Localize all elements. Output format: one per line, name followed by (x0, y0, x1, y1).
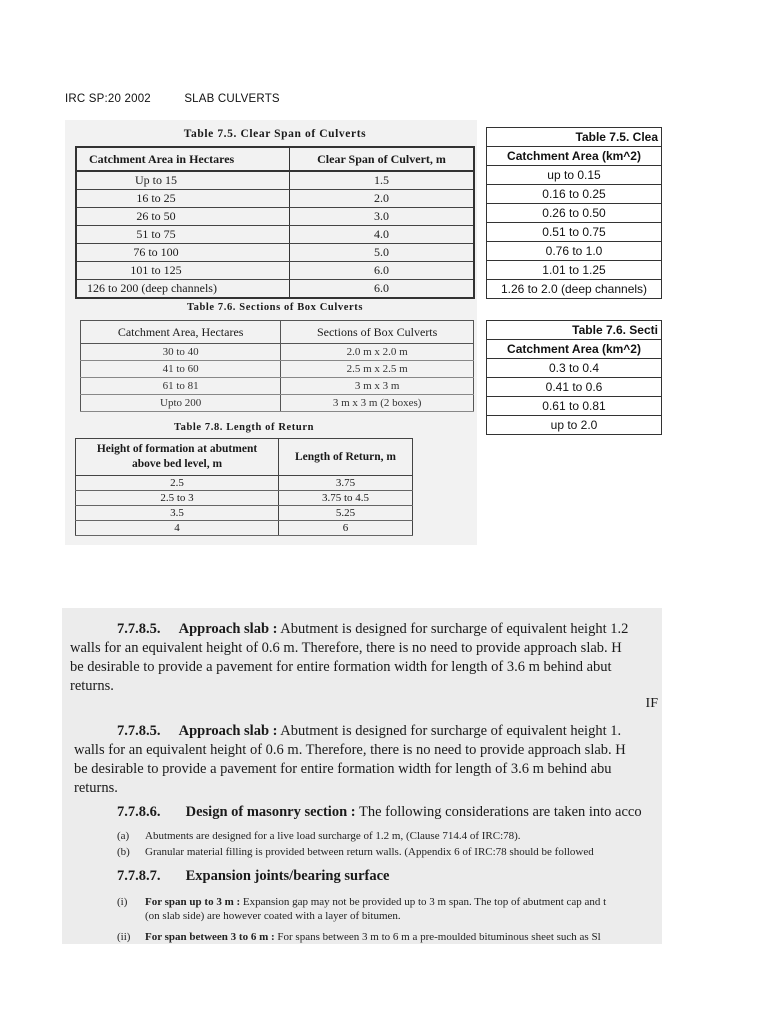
section-title: Design of masonry section : (185, 804, 356, 820)
list-item (117, 830, 521, 842)
t76-cell: 61 to 81 (81, 378, 281, 395)
t78-cell: 5.25 (279, 506, 413, 521)
t76-cell: 41 to 60 (81, 361, 281, 378)
d75-caption: Table 7.5. Clea (487, 128, 662, 147)
table-row (487, 378, 662, 397)
d75-cell: 1.01 to 1.25 (487, 261, 662, 280)
t78-cell: 4 (76, 521, 279, 536)
page-header (65, 93, 310, 105)
table-7-6-scanned (80, 320, 474, 412)
t78-col2-header: Length of Return, m (279, 439, 413, 476)
table-7-6-caption: Table 7.6. Sections of Box Culverts (186, 302, 364, 313)
t75-cell: 3.0 (290, 208, 474, 226)
table-row (81, 395, 474, 412)
text-line: Abutment is designed for surcharge of equivalent height 1. (280, 723, 622, 739)
text-line: returns. (70, 678, 114, 694)
t75-col2-header: Clear Span of Culvert, m (290, 147, 474, 171)
item-label: (a) (117, 830, 130, 842)
item-label: (ii) (117, 931, 131, 943)
table-row (76, 491, 413, 506)
doc-title: SLAB CULVERTS (184, 93, 280, 105)
t78-cell: 2.5 (76, 476, 279, 491)
t78-cell: 6 (279, 521, 413, 536)
text-line: walls for an equivalent height of 0.6 m. Therefore, there is no need to provide approach slab. H (70, 640, 622, 656)
section-number: 7.7.8.7. (117, 868, 161, 884)
item-title: For span up to 3 m : (145, 896, 241, 908)
table-row (487, 280, 662, 299)
section-7-7-8-7 (117, 868, 389, 885)
t75-cell: 26 to 50 (76, 208, 290, 226)
text-line: be desirable to provide a pavement for entire formation width for length of 3.6 m behind abut (70, 659, 612, 675)
table-row (487, 261, 662, 280)
table-row (487, 397, 662, 416)
d76-cell: 0.41 to 0.6 (487, 378, 662, 397)
table-row (487, 223, 662, 242)
t76-cell: 30 to 40 (81, 344, 281, 361)
item-text: Granular material filling is provided between return walls. (Appendix 6 of IRC:78 should be followed (145, 846, 594, 858)
paragraph-approach-slab-2 (74, 722, 626, 798)
item-text: Abutments are designed for a live load surcharge of 1.2 m, (Clause 714.4 of IRC:78). (145, 830, 521, 842)
text-line: be desirable to provide a pavement for entire formation width for length of 3.6 m behind abu (74, 761, 612, 777)
section-number: 7.7.8.5. (117, 723, 161, 739)
t75-cell: Up to 15 (76, 171, 290, 190)
t75-cell: 126 to 200 (deep channels) (76, 280, 290, 299)
table-row (487, 166, 662, 185)
d76-header: Catchment Area (km^2) (487, 340, 662, 359)
table-row (76, 521, 413, 536)
t75-cell: 76 to 100 (76, 244, 290, 262)
table-row (76, 226, 474, 244)
t75-cell: 1.5 (290, 171, 474, 190)
table-7-5-digital (486, 127, 662, 299)
d75-cell: up to 0.15 (487, 166, 662, 185)
t75-cell: 16 to 25 (76, 190, 290, 208)
t78-cell: 3.5 (76, 506, 279, 521)
text-line: walls for an equivalent height of 0.6 m. Therefore, there is no need to provide approach slab. H (74, 742, 626, 758)
t75-cell: 6.0 (290, 262, 474, 280)
page-ref: IF (645, 696, 658, 711)
section-title: Expansion joints/bearing surface (185, 868, 390, 884)
t76-cell: Upto 200 (81, 395, 281, 412)
t75-col1-header: Catchment Area in Hectares (76, 147, 290, 171)
item-text: (on slab side) are however coated with a layer of bitumen. (145, 910, 401, 922)
t75-cell: 5.0 (290, 244, 474, 262)
d75-cell: 0.16 to 0.25 (487, 185, 662, 204)
table-row (487, 416, 662, 435)
t78-cell: 3.75 to 4.5 (279, 491, 413, 506)
table-row (76, 244, 474, 262)
text-line: returns. (74, 780, 118, 796)
list-item (117, 931, 601, 943)
section-title: Approach slab : (178, 723, 278, 739)
table-7-6-digital (486, 320, 662, 435)
d75-header: Catchment Area (km^2) (487, 147, 662, 166)
item-label: (i) (117, 896, 128, 908)
t78-cell: 3.75 (279, 476, 413, 491)
section-number: 7.7.8.5. (117, 621, 161, 637)
t78-col1-header: Height of formation at abutment above bed level, m (76, 439, 279, 476)
d75-cell: 0.51 to 0.75 (487, 223, 662, 242)
item-title: For span between 3 to 6 m : (145, 931, 275, 943)
t75-cell: 6.0 (374, 281, 390, 295)
section-title: Approach slab : (178, 621, 278, 637)
d76-caption: Table 7.6. Secti (487, 321, 662, 340)
t76-cell: 3 m x 3 m (2 boxes) (281, 395, 474, 412)
table-7-8-scanned (75, 438, 413, 536)
section-7-7-8-6 (117, 804, 642, 821)
item-text: For spans between 3 m to 6 m a pre-moulded bituminous sheet such as Sl (277, 931, 601, 943)
table-row (81, 361, 474, 378)
list-item (117, 846, 594, 858)
t75-cell: 4.0 (290, 226, 474, 244)
table-row (76, 476, 413, 491)
t75-cell: 2.0 (290, 190, 474, 208)
table-row (76, 171, 474, 190)
d76-cell: 0.61 to 0.81 (487, 397, 662, 416)
text-line: Abutment is designed for surcharge of equivalent height 1.2 (280, 621, 629, 637)
doc-code: IRC SP:20 2002 (65, 93, 151, 105)
t75-cell: 51 to 75 (76, 226, 290, 244)
table-row (487, 204, 662, 223)
list-item-continuation (145, 910, 401, 922)
table-row (76, 280, 474, 299)
table-row (81, 344, 474, 361)
t75-cell: 101 to 125 (76, 262, 290, 280)
table-row (76, 208, 474, 226)
d76-cell: up to 2.0 (487, 416, 662, 435)
table-row (76, 506, 413, 521)
t76-col2-header: Sections of Box Culverts (281, 321, 474, 344)
t76-cell: 2.0 m x 2.0 m (281, 344, 474, 361)
t76-col1-header: Catchment Area, Hectares (81, 321, 281, 344)
table-row (487, 185, 662, 204)
t78-cell: 2.5 to 3 (76, 491, 279, 506)
paragraph-approach-slab-1 (70, 620, 628, 696)
table-row (76, 190, 474, 208)
list-item (117, 896, 606, 908)
d76-cell: 0.3 to 0.4 (487, 359, 662, 378)
text-line: The following considerations are taken into acco (358, 804, 642, 820)
table-row (487, 359, 662, 378)
d75-cell: 1.26 to 2.0 (deep channels) (487, 280, 662, 299)
table-row (76, 262, 474, 280)
section-number: 7.7.8.6. (117, 804, 161, 820)
t76-cell: 2.5 m x 2.5 m (281, 361, 474, 378)
table-row (487, 242, 662, 261)
table-7-5-scanned (75, 146, 475, 299)
item-text: Expansion gap may not be provided up to 3 m span. The top of abutment cap and t (242, 896, 607, 908)
t76-cell: 3 m x 3 m (281, 378, 474, 395)
table-7-5-caption: Table 7.5. Clear Span of Culverts (183, 128, 367, 140)
d75-cell: 0.76 to 1.0 (487, 242, 662, 261)
scanned-text-image (62, 608, 662, 944)
item-label: (b) (117, 846, 130, 858)
table-row (81, 378, 474, 395)
table-7-8-caption: Table 7.8. Length of Return (173, 422, 315, 433)
d75-cell: 0.26 to 0.50 (487, 204, 662, 223)
